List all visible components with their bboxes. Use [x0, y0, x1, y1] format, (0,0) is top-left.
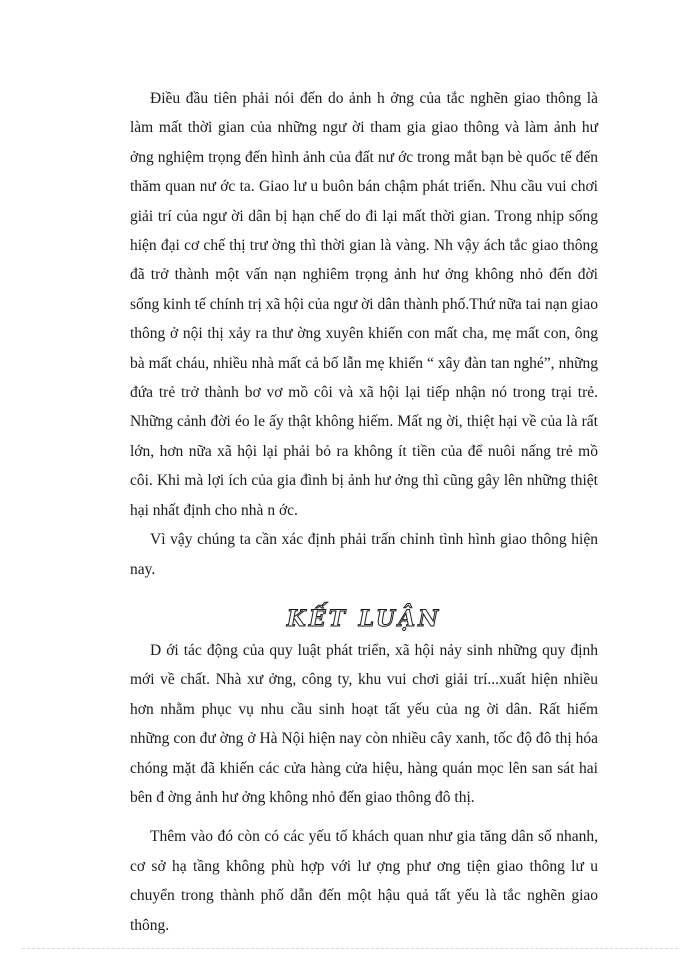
section-heading-conclusion: KẾT LUẬN: [286, 605, 442, 632]
page-bottom-rule: [22, 948, 678, 949]
document-body: [130, 84, 598, 940]
paragraph-need-fix: Vì vậy chúng ta cần xác định phải trấn chỉnh tình hình giao thông hiện nay.: [130, 531, 598, 578]
paragraph-consequences: Điều đầu tiên phải nói đến do ảnh h ởng của tắc nghẽn giao thông là làm mất thời gian của những ngư ời tham gia giao thông và làm ảnh hư ởng nghiệm trọng đến hình ảnh của đất nư ớc trong mắt bạn bè quốc tế đến thăm quan nư ớc ta. Giao lư u buôn bán chậm phát triển. Nhu cầu vui chơi giải trí của ngư ời dân bị hạn chế do đi lại mất thời gian. Trong nhịp sống hiện đại cơ chế thị trư ờng thì thời gian là vàng. Nh vậy ách tắc giao thông đã trở thành một vấn nạn nghiêm trọng ảnh hư ởng không nhỏ đến đời sống kinh tế chính trị xã hội của ngư ời dân thành phố.Thứ nữa tai nạn giao thông ở nội thị xảy ra thư ờng xuyên khiến con mất cha, mẹ mất con, ông bà mất cháu, nhiều nhà mất cả bố lẫn mẹ khiến “ xây đàn tan nghé”, những đứa trẻ trở thành bơ vơ mồ côi và xã hội lại tiếp nhận nó trong trại trẻ. Những cảnh đời éo le ấy thật không hiếm. Mất ng ời, thiệt hại về của là rất lớn, hơn nữa xã hội lại phải bỏ ra không ít tiền của để nuôi nấng trẻ mồ côi. Khi mà lợi ích của gia đình bị ảnh hư ởng thì cũng gây lên những thiệt hại nhất định cho nhà n ớc.: [130, 90, 598, 519]
paragraph-objective-factors: Thêm vào đó còn có các yếu tố khách quan như gia tăng dân số nhanh, cơ sở hạ tầng không phù hợp với lư ợng phư ơng tiện giao thông lư u chuyển trong thành phố dẫn đến một hậu quả tất yếu là tắc nghẽn giao thông.: [130, 828, 598, 934]
paragraph-development: D ới tác động của quy luật phát triển, xã hội nảy sinh những quy định mới về chất. Nhà xư ởng, công ty, khu vui chơi giải trí...xuất hiện nhiều hơn nhằm phục vụ nhu cầu sinh hoạt tất yếu của ng ời dân. Rất hiếm những con đư ờng ở Hà Nội hiện nay còn nhiều cây xanh, tốc độ đô thị hóa chóng mặt đã khiến các cửa hàng cửa hiệu, hàng quán mọc lên san sát hai bên đ ờng ảnh hư ởng không nhỏ đến giao thông đô thị.: [130, 641, 598, 806]
